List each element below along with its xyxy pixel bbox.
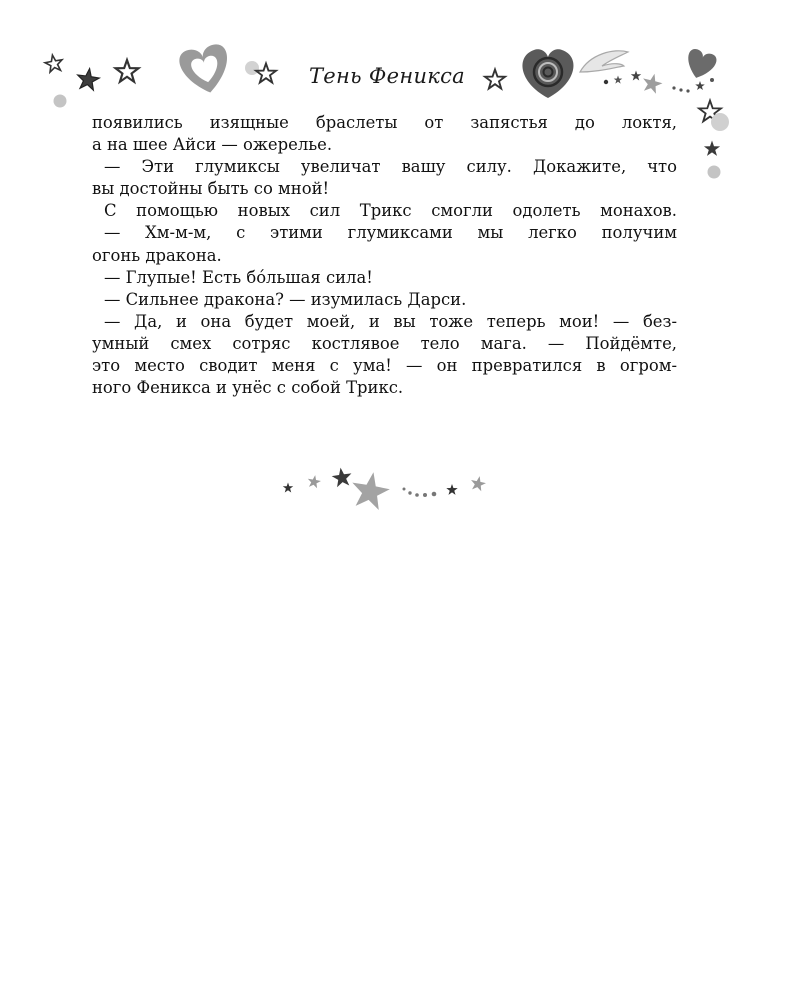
star-icon xyxy=(631,71,641,81)
star-icon xyxy=(640,71,664,94)
star-ornament-icon xyxy=(331,466,353,488)
star-icon xyxy=(116,60,139,82)
dot-icon xyxy=(711,113,729,131)
dot-icon xyxy=(415,493,419,497)
star-ornament-icon xyxy=(446,484,457,495)
text-line: умный смех сотряс костлявое тело мага. — Пойдёмте, xyxy=(92,333,677,353)
running-title: Тень Феникса xyxy=(308,64,465,88)
text-line: вы достойны быть со мной! xyxy=(92,179,330,199)
star-icon xyxy=(76,67,101,91)
heart-icon xyxy=(177,42,233,97)
star-icon xyxy=(44,54,64,73)
text-line: — Хм-м-м, с этими глумиксами мы легко получим xyxy=(104,223,677,243)
text-line: ного Феникса и унёс с собой Трикс. xyxy=(92,378,404,398)
dot-icon xyxy=(686,89,689,92)
star-icon xyxy=(485,70,505,89)
wing-icon xyxy=(580,51,628,72)
dot-icon xyxy=(423,493,427,497)
text-line: это место сводит меня с ума! — он превратился в огром- xyxy=(92,356,677,376)
star-icon xyxy=(704,141,720,156)
dot-icon xyxy=(710,78,714,82)
text-line: а на шее Айси — ожерелье. xyxy=(92,135,333,155)
dot-icon xyxy=(604,80,608,84)
dot-icon xyxy=(54,95,67,108)
end-ornament xyxy=(270,460,500,520)
star-ornament-icon xyxy=(283,483,293,493)
body-text xyxy=(92,112,677,399)
star-icon xyxy=(256,64,276,83)
heart-icon xyxy=(683,47,719,82)
text-line: — Сильнее дракона? — изумилась Дарси. xyxy=(104,289,467,309)
star-icon xyxy=(695,81,705,90)
text-line: — Глупые! Есть бóльшая сила! xyxy=(104,267,373,287)
text-line: С помощью новых сил Трикс смогли одолеть монахов. xyxy=(104,201,677,221)
text-line: появились изящные браслеты от запястья до локтя, xyxy=(92,113,677,132)
text-line: огонь дракона. xyxy=(92,245,222,265)
dot-icon xyxy=(708,166,721,179)
dot-icon xyxy=(245,61,259,75)
text-line: — Да, и она будет моей, и вы тоже теперь мои! — без- xyxy=(104,311,677,331)
swirl-heart-icon xyxy=(522,49,573,98)
dot-icon xyxy=(403,488,406,491)
star-ornament-icon xyxy=(469,475,487,492)
dot-icon xyxy=(432,492,437,497)
dot-icon xyxy=(672,86,675,89)
star-icon xyxy=(614,76,623,84)
star-ornament-icon xyxy=(348,469,392,511)
text-line: — Эти глумиксы увеличат вашу силу. Докажите, что xyxy=(104,157,677,177)
dot-icon xyxy=(679,88,682,91)
star-ornament-icon xyxy=(306,474,321,489)
dot-icon xyxy=(408,491,411,494)
